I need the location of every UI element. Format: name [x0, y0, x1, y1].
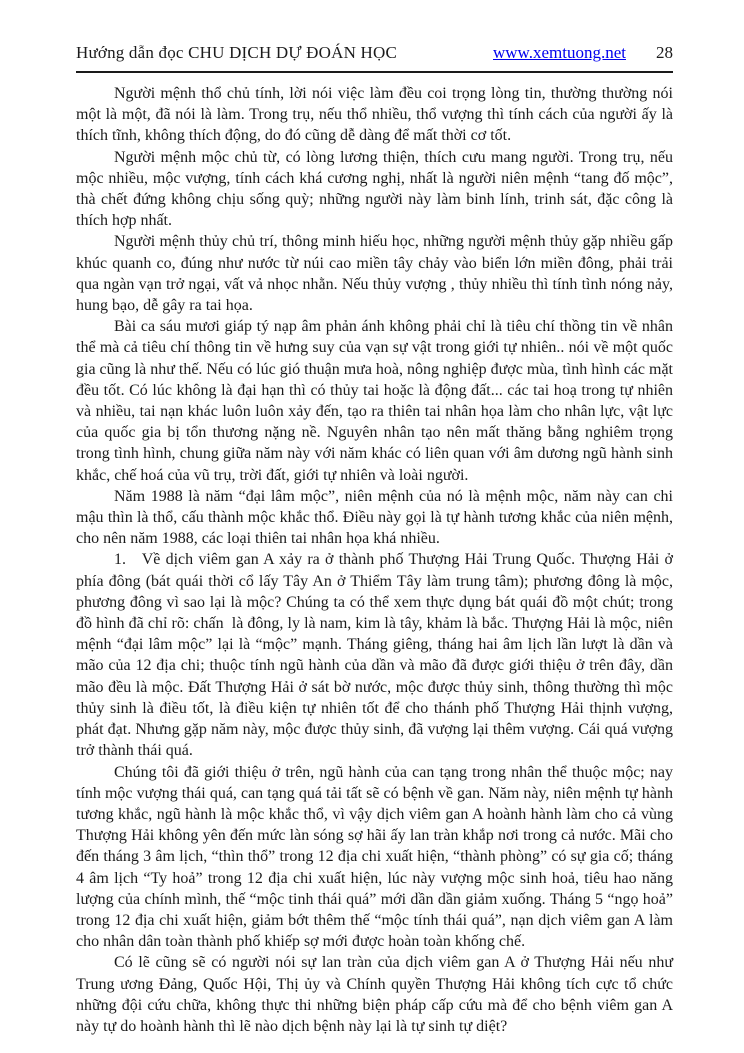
document-title: Hướng dẫn đọc CHU DỊCH DỰ ĐOÁN HỌC: [76, 43, 398, 62]
website-link[interactable]: www.xemtuong.net: [493, 43, 626, 62]
paragraph-menh-tho: Người mệnh thổ chủ tính, lời nói việc làm đều coi trọng lòng tin, thường thường nói một là một, đã nói là làm. Trong trụ, nếu thổ nhiều, thổ vượng thì tính cách của người ấy là thích tĩnh, không thích động, do đó cũng dễ dàng để mất thời cơ tốt.: [76, 85, 673, 145]
document-body: [76, 83, 673, 1037]
paragraph-moc-vuong: Chúng tôi đã giới thiệu ở trên, ngũ hành của can tạng trong nhân thể thuộc mộc; nay tính mộc vượng thái quá, can tạng quá tải tất sẽ có bệnh về gan. Năm này, niên mệnh tự hành tương khắc, ngũ hành là mộc khắc thổ, vì vậy dịch viêm gan A hoành hành làm cho cả vùng Thượng Hải không yên đến mức làn sóng sợ hãi ấy lan tràn khắp nơi trong cả nước. Mãi cho đến tháng 3 âm lịch, “thìn thổ” trong 12 địa chi xuất hiện, “thành phòng” có sự gia cố; tháng 4 âm lịch “Ty hoả” trong 12 địa chi xuất hiện, lúc này vượng mộc sinh hoả, tiêu hao năng lượng của chính mình, thế “mộc tinh thái quá” mới dần dần giảm xuống. Tháng 5 “ngọ hoả” trong 12 địa chi xuất hiện, giảm bớt thêm thế “mộc tính thái quá”, nạn dịch viêm gan A làm cho nhân dân toàn thành phố khiếp sợ mới được hoàn toàn khống chế.: [76, 763, 673, 951]
header-divider: [76, 71, 673, 73]
paragraph-menh-thuy: Người mệnh thủy chủ trí, thông minh hiếu học, những người mệnh thủy gặp nhiều gấp khúc quanh co, đúng như nước từ núi cao miền tây chảy vào biển lớn miền đông, phải trải qua ngàn vạn trở ngại, vất vả nhọc nhằn. Nếu thủy vượng , thủy nhiều thì tính tình nóng nảy, hung bạo, dễ gây ra tai họa.: [76, 233, 673, 315]
paragraph-nam-1988: Năm 1988 là năm “đại lâm mộc”, niên mệnh của nó là mệnh mộc, năm này can chi mậu thìn là thổ, cấu thành mộc khắc thổ. Điều này gọi là tự hành tương khắc của niên mệnh, cho nên năm 1988, các loại thiên tai nhân họa khá nhiều.: [76, 487, 673, 548]
paragraph-menh-moc: Người mệnh mộc chủ từ, có lòng lương thiện, thích cưu mang người. Trong trụ, nếu mộc nhiều, mộc vượng, tính cách khá cương nghị, nhất là người niên mệnh “tang đố mộc”, thà chết đứng không chịu sống quỳ; những người này làm binh lính, trinh sát, đặc công là thích hợp nhất.: [76, 148, 673, 230]
paragraph-item-1-viem-gan: 1. Về dịch viêm gan A xảy ra ở thành phố Thượng Hải Trung Quốc. Thượng Hải ở phía đông (bát quái thời cổ lấy Tây An ở Thiểm Tây làm trung tâm); phương đông là mộc, phương đông vì sao lại là mộc? Chúng ta có thể xem thực dụng bát quái đồ một chút; trong đồ hình đã chỉ rõ: chấn là đông, ly là nam, kim là tây, khảm là bắc. Thượng Hải là mộc, niên mệnh “đại lâm mộc” lại là “mộc” mạnh. Tháng giêng, tháng hai âm lịch lần lượt là dần và mão của 12 địa chi; thuộc tính ngũ hành của dần và mão đã được giới thiệu ở trên đây, dần mão đều là mộc. Đất Thượng Hải ở sát bờ nước, mộc được thủy sinh, thông thường thì mộc thủy sinh là điều tốt, là điều kiện tự nhiên tốt để cho thánh phố Thượng Hải thịnh vượng, phát đạt. Nhưng gặp năm này, mộc được thủy sinh, đã vượng lại thêm vượng. Cái quá vượng trở thành thái quá.: [76, 551, 673, 760]
page-number: 28: [656, 43, 673, 62]
paragraph-ket-luan: Có lẽ cũng sẽ có người nói sự lan tràn của dịch viêm gan A ở Thượng Hải nếu như Trung ương Đảng, Quốc Hội, Thị ủy và Chính quyền Thượng Hải không tích cực tổ chức những đội cứu chữa, không thực thi những biện pháp cấp cứu mà để cho bệnh viêm gan A này tự do hoành hành thì lẽ nào dịch bệnh này lại là tự sinh tự diệt?: [76, 954, 673, 1035]
paragraph-bai-ca-giap-ty: Bài ca sáu mươi giáp tý nạp âm phản ánh không phải chỉ là tiêu chí thồng tin về nhân thể mà cả tiêu chí thông tin về hưng suy của vạn sự vật trong giới tự nhiên.. nói về một quốc gia cũng là như thế. Nếu có lúc gió thuận mưa hoà, nông nghiệp được mùa, tình hình các mặt đều tốt. Có lúc không là đại hạn thì có thủy tai hoặc là động đất... các tai hoạ trong tự nhiên và nhiều, tai nạn khác luôn luôn xảy đến, tạo ra thiên tai nhân họa làm cho nhân lực, vật lực của quốc gia bị tổn thương nặng nề. Nguyên nhân tạo nên mất thăng bằng nghiêm trọng trong tình hình, chung giữa năm này với năm khác có liên quan với âm dương ngũ hành sinh khắc, chế hoá của vũ trụ, trời đất, giới tự nhiên và loài người.: [76, 318, 673, 484]
page-header: [76, 42, 673, 64]
